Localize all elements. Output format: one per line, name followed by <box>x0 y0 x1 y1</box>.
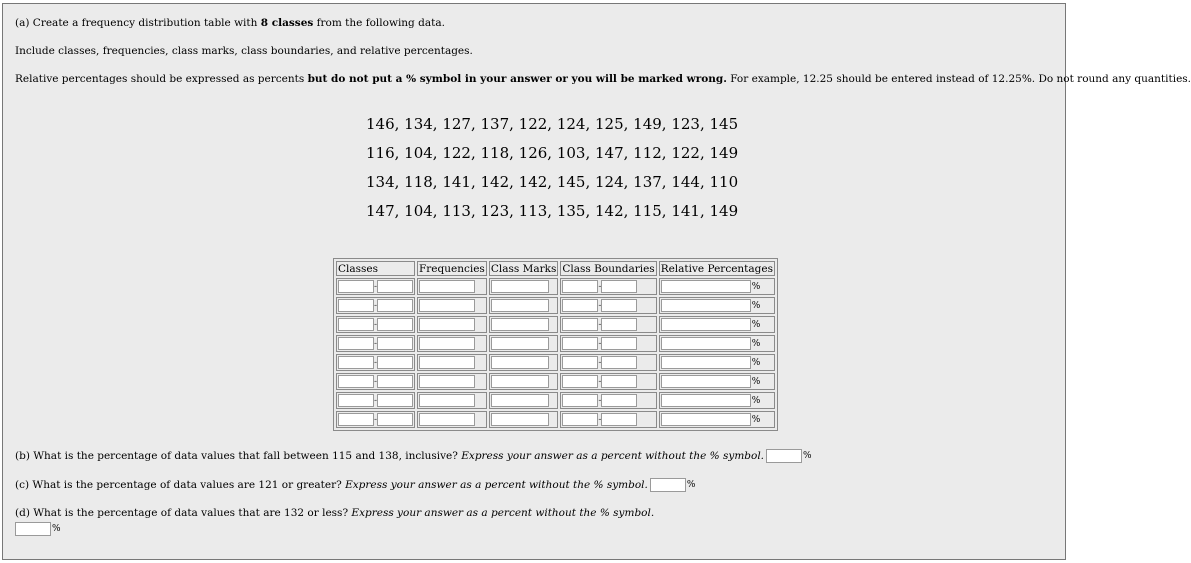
class-upper-input[interactable] <box>377 375 413 388</box>
range-separator: - <box>374 395 378 406</box>
class-lower-input[interactable] <box>338 375 374 388</box>
class-mark-cell <box>489 297 559 314</box>
table-row <box>336 316 775 333</box>
boundaries-cell <box>560 392 656 409</box>
percent-symbol: % <box>751 414 761 425</box>
class-mark-cell <box>489 354 559 371</box>
table-row <box>336 297 775 314</box>
boundary-lower-input[interactable] <box>562 280 598 293</box>
relative-percentage-input[interactable] <box>661 413 751 426</box>
table-row <box>336 373 775 390</box>
frequency-cell <box>417 335 487 352</box>
frequency-input[interactable] <box>419 318 475 331</box>
class-mark-input[interactable] <box>491 394 549 407</box>
part-b-answer-input[interactable] <box>766 449 802 463</box>
relative-percentage-input[interactable] <box>661 280 751 293</box>
range-separator: - <box>598 414 602 425</box>
part-c-italic: Express your answer as a percent without the % symbol. <box>345 479 648 491</box>
part-c-question <box>15 478 695 492</box>
frequency-cell <box>417 392 487 409</box>
data-row: 146, 134, 127, 137, 122, 124, 125, 149, 123, 145 <box>366 115 739 133</box>
part-a3-bold: but do not put a % symbol in your answer or you will be marked wrong. <box>307 73 727 85</box>
part-b-question <box>15 449 812 463</box>
class-mark-input[interactable] <box>491 318 549 331</box>
boundary-upper-input[interactable] <box>601 375 637 388</box>
classes-cell <box>336 335 415 352</box>
range-separator: - <box>374 300 378 311</box>
range-separator: - <box>374 281 378 292</box>
relative-percentage-cell <box>659 354 775 371</box>
class-lower-input[interactable] <box>338 356 374 369</box>
class-mark-cell <box>489 392 559 409</box>
relative-percentage-input[interactable] <box>661 394 751 407</box>
boundary-lower-input[interactable] <box>562 337 598 350</box>
class-mark-cell <box>489 373 559 390</box>
part-c-answer-input[interactable] <box>650 478 686 492</box>
class-upper-input[interactable] <box>377 413 413 426</box>
frequency-cell <box>417 354 487 371</box>
class-upper-input[interactable] <box>377 356 413 369</box>
percent-symbol: % <box>751 395 761 406</box>
header-relative-percentages: Relative Percentages <box>660 262 773 275</box>
boundary-upper-input[interactable] <box>601 318 637 331</box>
frequency-input[interactable] <box>419 394 475 407</box>
class-mark-cell <box>489 335 559 352</box>
boundary-lower-input[interactable] <box>562 394 598 407</box>
class-lower-input[interactable] <box>338 299 374 312</box>
header-classes: Classes <box>336 261 415 276</box>
relative-percentage-cell <box>659 316 775 333</box>
frequency-cell <box>417 373 487 390</box>
boundary-upper-input[interactable] <box>601 356 637 369</box>
class-upper-input[interactable] <box>377 337 413 350</box>
range-separator: - <box>374 376 378 387</box>
relative-percentage-cell <box>659 278 775 295</box>
boundary-lower-input[interactable] <box>562 413 598 426</box>
percent-symbol: % <box>751 376 761 387</box>
class-mark-cell <box>489 278 559 295</box>
classes-cell <box>336 373 415 390</box>
header-class-marks: Class Marks <box>490 262 557 275</box>
range-separator: - <box>374 414 378 425</box>
part-d-italic: Express your answer as a percent without the % symbol. <box>351 507 655 519</box>
boundaries-cell <box>560 278 656 295</box>
frequency-input[interactable] <box>419 299 475 312</box>
class-upper-input[interactable] <box>377 299 413 312</box>
boundaries-cell <box>560 373 656 390</box>
frequency-input[interactable] <box>419 356 475 369</box>
part-a-bold: 8 classes <box>260 17 314 29</box>
range-separator: - <box>598 357 602 368</box>
range-separator: - <box>598 281 602 292</box>
part-a-instruction-1 <box>15 17 445 29</box>
frequency-input[interactable] <box>419 413 475 426</box>
percent-symbol: % <box>751 281 761 292</box>
boundary-upper-input[interactable] <box>601 280 637 293</box>
class-mark-cell <box>489 411 559 428</box>
part-a3-text: Relative percentages should be expressed as percents <box>15 73 308 85</box>
frequency-table <box>333 258 778 431</box>
part-d-question <box>15 507 654 519</box>
class-mark-input[interactable] <box>491 299 549 312</box>
boundaries-cell <box>560 411 656 428</box>
frequency-input[interactable] <box>419 337 475 350</box>
range-separator: - <box>598 338 602 349</box>
classes-cell <box>336 354 415 371</box>
boundary-upper-input[interactable] <box>601 337 637 350</box>
table-body <box>336 278 775 428</box>
percent-symbol: % <box>686 480 696 490</box>
percent-symbol: % <box>803 451 812 461</box>
table-row <box>336 411 775 428</box>
class-mark-input[interactable] <box>491 375 549 388</box>
class-mark-input[interactable] <box>491 356 549 369</box>
frequency-input[interactable] <box>419 375 475 388</box>
part-a-instruction-3 <box>15 73 1191 85</box>
table-row <box>336 354 775 371</box>
classes-cell <box>336 278 415 295</box>
class-mark-input[interactable] <box>491 337 549 350</box>
range-separator: - <box>598 319 602 330</box>
header-class-boundaries: Class Boundaries <box>562 262 655 275</box>
boundary-lower-input[interactable] <box>562 356 598 369</box>
part-c-text: (c) What is the percentage of data values are 121 or greater? <box>15 479 346 491</box>
part-a3-text-end: For example, 12.25 should be entered instead of 12.25%. Do not round any quantities. <box>726 73 1191 85</box>
relative-percentage-input[interactable] <box>661 375 751 388</box>
classes-cell <box>336 316 415 333</box>
data-row: 147, 104, 113, 123, 113, 135, 142, 115, 141, 149 <box>366 202 739 220</box>
data-row: 134, 118, 141, 142, 142, 145, 124, 137, 144, 110 <box>366 173 739 191</box>
relative-percentage-cell <box>659 335 775 352</box>
classes-cell <box>336 411 415 428</box>
frequency-cell <box>417 411 487 428</box>
table-row <box>336 278 775 295</box>
range-separator: - <box>374 319 378 330</box>
table-header-row <box>336 261 775 276</box>
part-d-answer-row <box>15 522 61 536</box>
part-d-text: (d) What is the percentage of data values that are 132 or less? <box>15 507 352 519</box>
class-lower-input[interactable] <box>338 413 374 426</box>
class-lower-input[interactable] <box>338 337 374 350</box>
class-upper-input[interactable] <box>377 318 413 331</box>
part-a-text-end: from the following data. <box>313 17 445 29</box>
classes-cell <box>336 392 415 409</box>
percent-symbol: % <box>52 524 61 534</box>
relative-percentage-cell <box>659 411 775 428</box>
class-mark-input[interactable] <box>491 413 549 426</box>
relative-percentage-cell <box>659 297 775 314</box>
frequency-cell <box>417 297 487 314</box>
class-mark-cell <box>489 316 559 333</box>
boundary-lower-input[interactable] <box>562 299 598 312</box>
relative-percentage-cell <box>659 392 775 409</box>
part-b-italic: Express your answer as a percent without the % symbol. <box>461 450 765 462</box>
class-lower-input[interactable] <box>338 318 374 331</box>
range-separator: - <box>598 376 602 387</box>
range-separator: - <box>374 357 378 368</box>
part-d-answer-input[interactable] <box>15 522 51 536</box>
percent-symbol: % <box>751 357 761 368</box>
range-separator: - <box>374 338 378 349</box>
boundaries-cell <box>560 354 656 371</box>
range-separator: - <box>598 395 602 406</box>
frequency-cell <box>417 316 487 333</box>
table-row <box>336 392 775 409</box>
frequency-cell <box>417 278 487 295</box>
relative-percentage-input[interactable] <box>661 318 751 331</box>
data-row: 116, 104, 122, 118, 126, 103, 147, 112, 122, 149 <box>366 144 739 162</box>
percent-symbol: % <box>751 300 761 311</box>
boundaries-cell <box>560 335 656 352</box>
class-mark-input[interactable] <box>491 280 549 293</box>
frequency-input[interactable] <box>419 280 475 293</box>
part-b-text: (b) What is the percentage of data values that fall between 115 and 138, inclusive? <box>15 450 462 462</box>
data-values <box>366 110 738 226</box>
boundary-upper-input[interactable] <box>601 413 637 426</box>
boundary-lower-input[interactable] <box>562 375 598 388</box>
question-panel <box>2 3 1191 560</box>
boundary-upper-input[interactable] <box>601 299 637 312</box>
part-a-instruction-2: Include classes, frequencies, class marks, class boundaries, and relative percentages. <box>15 45 473 57</box>
relative-percentage-input[interactable] <box>661 299 751 312</box>
relative-percentage-input[interactable] <box>661 356 751 369</box>
class-lower-input[interactable] <box>338 394 374 407</box>
boundaries-cell <box>560 297 656 314</box>
table-row <box>336 335 775 352</box>
percent-symbol: % <box>751 319 761 330</box>
range-separator: - <box>598 300 602 311</box>
class-upper-input[interactable] <box>377 280 413 293</box>
part-a-text: (a) Create a frequency distribution table with <box>15 17 261 29</box>
class-upper-input[interactable] <box>377 394 413 407</box>
boundaries-cell <box>560 316 656 333</box>
classes-cell <box>336 297 415 314</box>
relative-percentage-cell <box>659 373 775 390</box>
header-frequencies: Frequencies <box>419 262 485 275</box>
boundary-upper-input[interactable] <box>601 394 637 407</box>
percent-symbol: % <box>751 338 761 349</box>
boundary-lower-input[interactable] <box>562 318 598 331</box>
class-lower-input[interactable] <box>338 280 374 293</box>
relative-percentage-input[interactable] <box>661 337 751 350</box>
